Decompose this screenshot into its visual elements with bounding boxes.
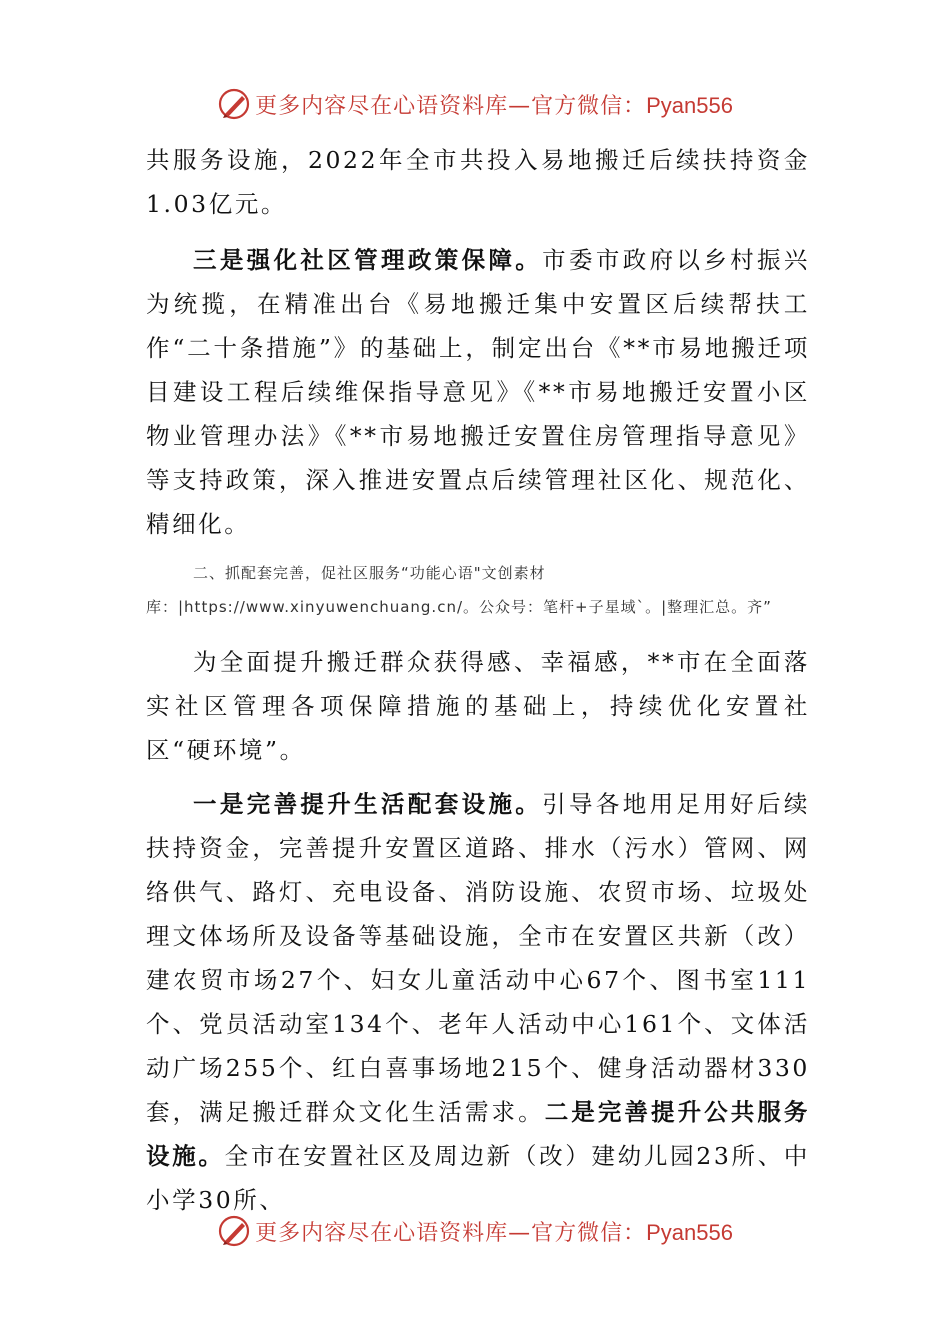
- pen-circle-logo-icon: [217, 1214, 251, 1248]
- paragraph: 三是强化社区管理政策保障。市委市政府以乡村振兴为统揽，在精准出台《易地搬迁集中安置区后续帮扶工作“二十条措施”》的基础上，制定出台《**市易地搬迁项目建设工程后续维保指导意见》《**市易地搬迁安置小区物业管理办法》《**市易地搬迁安置住房管理指导意见》等支持政策，深入推进安置点后续管理社区化、规范化、精细化。: [146, 246, 810, 538]
- paragraph-heading: 三是强化社区管理政策保障。: [193, 246, 543, 274]
- page-header-watermark: [0, 84, 950, 124]
- pen-circle-logo-icon: [217, 87, 251, 121]
- page-footer-watermark: [0, 1211, 950, 1251]
- paragraph: 一是完善提升生活配套设施。引导各地用足用好后续扶持资金，完善提升安置区道路、排水（污水）管网、网络供气、路灯、充电设备、消防设施、农贸市场、垃圾处理文体场所及设备等基础设施，全市在安置区共新（改）建农贸市场27个、妇女儿童活动中心67个、图书室111个、党员活动室134个、老年人活动中心161个、文体活动广场255个、红白喜事场地215个、健身活动器材330套，满足搬迁群众文化生活需求。二是完善提升公共服务设施。全市在安置社区及周边新（改）建幼儿园23所、中小学30所、: [146, 790, 811, 1214]
- paragraph-heading: 一是完善提升生活配套设施。: [193, 790, 543, 818]
- section-heading-note: 二、抓配套完善，促社区服务“功能心语"文创素材库：|https://www.xinyuwenchuang.cn/。公众号：笔杆+子星域`。|整理汇总。齐”: [146, 564, 772, 616]
- paragraph-heading: 二是完善提升公共服务设施。: [146, 1098, 810, 1170]
- footer-watermark-text: 更多内容尽在心语资料库—官方微信：Pyan556: [255, 1219, 733, 1246]
- paragraph: 为全面提升搬迁群众获得感、幸福感，**市在全面落实社区管理各项保障措施的基础上，持续优化安置社区“硬环境”。: [146, 648, 810, 764]
- header-watermark-text: 更多内容尽在心语资料库—官方微信：Pyan556: [255, 92, 733, 119]
- paragraph: 共服务设施，2022年全市共投入易地搬迁后续扶持资金1.03亿元。: [146, 146, 810, 218]
